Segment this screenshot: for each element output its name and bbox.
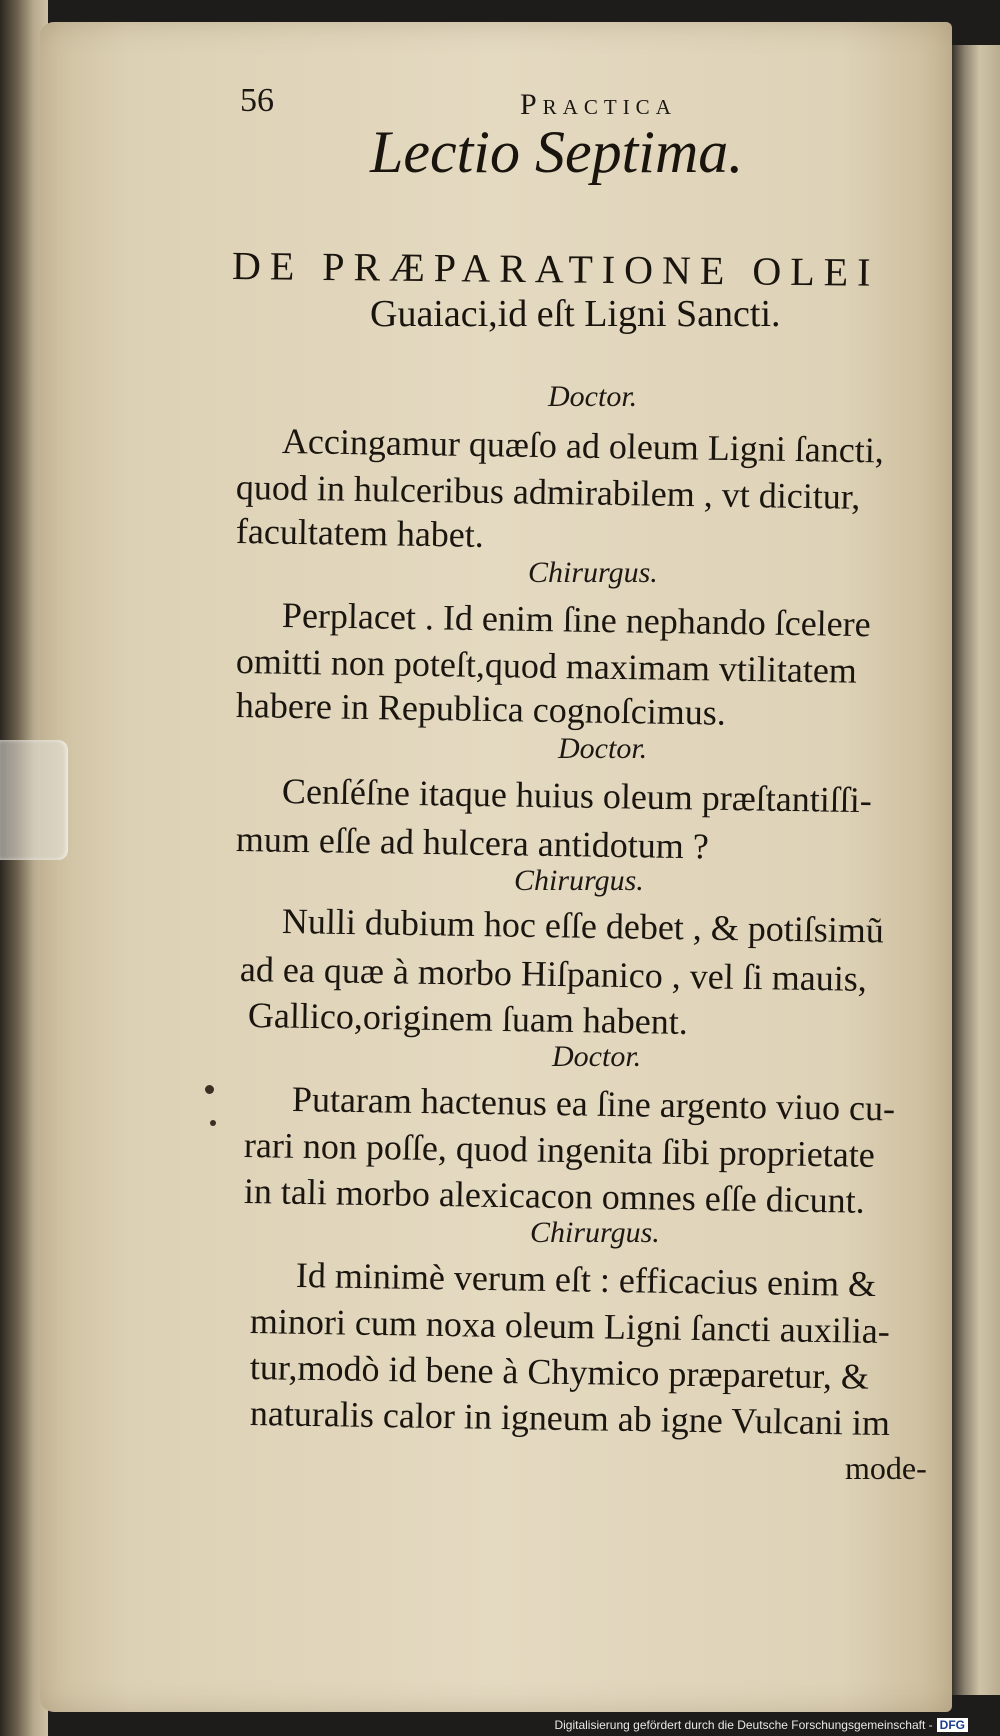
- text-line: tur,modò id bene à Chymico præparetur, &: [249, 1347, 870, 1397]
- text-line: facultatem habet.: [235, 511, 485, 555]
- text-line: rari non poſſe, quod ingenita ſibi proprietate: [243, 1125, 876, 1175]
- text-line: Cenſéſne itaque huius oleum præſtantiſſi-: [281, 771, 873, 821]
- text-line: habere in Republica cognoſcimus.: [235, 685, 727, 733]
- ink-spot: [205, 1085, 214, 1094]
- heading-line-1: DE PRÆPARATIONE OLEI: [231, 243, 880, 295]
- speaker-label: Doctor.: [548, 380, 638, 413]
- text-line: Accingamur quæſo ad oleum Ligni ſancti,: [281, 421, 885, 471]
- credit-text: Digitalisierung gefördert durch die Deutsche Forschungsgemeinschaft -: [554, 1718, 933, 1732]
- heading-line-2: Guaiaci,id eſt Ligni Sancti.: [370, 293, 781, 335]
- speaker-label: Chirurgus.: [514, 864, 644, 897]
- text-line: ad ea quæ à morbo Hiſpanico , vel ſi mauis,: [239, 949, 868, 999]
- page-clip: [0, 740, 68, 860]
- text-line: mum eſſe ad hulcera antidotum ?: [235, 819, 710, 867]
- running-head: Practica: [520, 88, 677, 121]
- speaker-label: Chirurgus.: [530, 1216, 660, 1249]
- facing-page-edge: [950, 45, 1000, 1695]
- speaker-label: Chirurgus.: [528, 556, 658, 589]
- catchword: mode-: [845, 1450, 927, 1486]
- speaker-label: Doctor.: [558, 732, 648, 765]
- digitization-credit: [550, 1716, 972, 1734]
- text-line: Perplacet . Id enim ſine nephando ſcelere: [281, 595, 871, 645]
- text-line: in tali morbo alexicacon omnes eſſe dicunt.: [243, 1171, 866, 1221]
- text-line: minori cum noxa oleum Ligni ſancti auxilia-: [249, 1301, 891, 1352]
- dfg-logo: DFG: [937, 1718, 968, 1732]
- text-line: Id minimè verum eſt : efficacius enim &: [295, 1255, 877, 1305]
- text-line: Nulli dubium hoc eſſe debet , & potiſsimũ: [281, 901, 885, 951]
- section-title: Lectio Septima.: [370, 119, 744, 185]
- text-line: Gallico,originem ſuam habent.: [247, 995, 689, 1042]
- ink-spot: [210, 1120, 216, 1126]
- text-line: naturalis calor in igneum ab igne Vulcani im: [249, 1393, 891, 1444]
- speaker-label: Doctor.: [552, 1040, 642, 1073]
- text-line: Putaram hactenus ea ſine argento viuo cu-: [291, 1079, 896, 1129]
- text-line: quod in hulceribus admirabilem , vt dicitur,: [235, 467, 861, 517]
- page-number: 56: [240, 82, 274, 119]
- text-line: omitti non poteſt,quod maximam vtilitatem: [235, 641, 858, 691]
